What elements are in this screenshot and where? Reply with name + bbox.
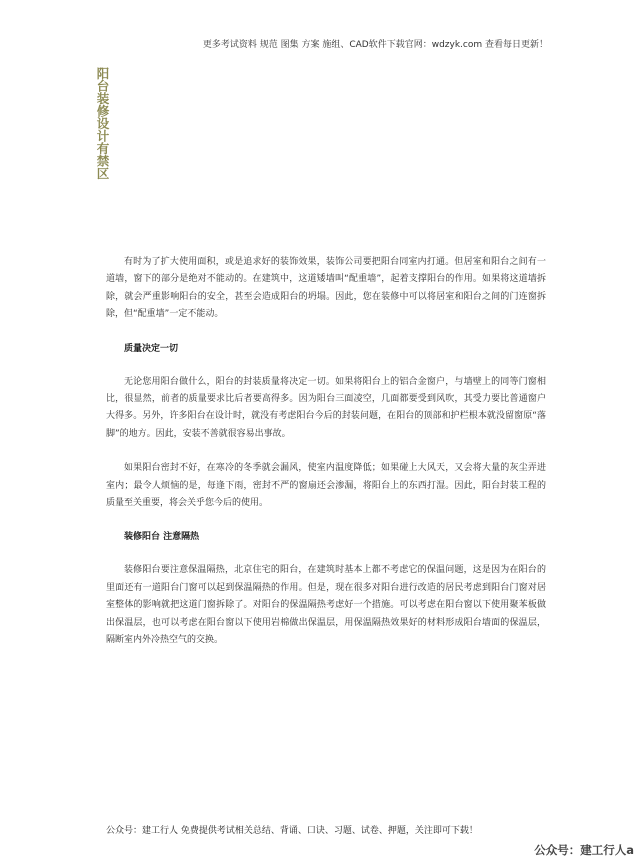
paragraph-1: 有时为了扩大使用面积，或是追求好的装饰效果，装饰公司要把阳台同室内打通。但居室和阳台之间有一道墙，窗下的部分是绝对不能动的。在建筑中，这道矮墙叫“配重墙”，起着支撑阳台的作用。如果将这道墙拆除，就会严重影响阳台的安全，甚至会造成阳台的坍塌。因此，您在装修中可以将居室和阳台之间的门连窗拆除，但“配重墙”一定不能动。 bbox=[106, 257, 546, 320]
section-heading-quality: 质量决定一切 bbox=[124, 343, 179, 354]
article-body bbox=[106, 254, 546, 667]
watermark: 公众号：建工行人a bbox=[534, 843, 634, 857]
paragraph-4: 装修阳台要注意保温隔热，北京住宅的阳台，在建筑时基本上都不考虑它的保温问题，这是因为在阳台的里面还有一道阳台门窗可以起到保温隔热的作用。但是，现在很多对阳台进行改造的居民考虑到阳台门窗对居室整体的影响就把这道门窗拆除了。对阳台的保温隔热考虑好一个措施。可以考虑在阳台窗以下使用聚苯板做出保温层，也可以考虑在阳台窗以下使用岩棉做出保温层，用保温隔热效果好的材料形成阳台墙面的保温层，隔断室内外冷热空气的交换。 bbox=[106, 565, 546, 646]
vertical-title: 阳台装修设计有禁区 bbox=[95, 67, 110, 180]
section-heading-insulation: 装修阳台 注意隔热 bbox=[124, 532, 200, 543]
page-header: 更多考试资料 规范 图集 方案 施组、CAD软件下载官网：wdzyk.com 查看每日更新！ bbox=[202, 40, 548, 50]
page-footer: 公众号：建工行人 免费提供考试相关总结、背诵、口诀、习题、试卷、押题，关注即可下载！ bbox=[106, 826, 478, 836]
paragraph-3: 如果阳台密封不好，在寒冷的冬季就会漏风，使室内温度降低；如果碰上大风天，又会将大量的灰尘弄进室内；最令人烦恼的是，每逢下雨，密封不严的窗扇还会渗漏，将阳台上的东西打湿。因此，阳台封装工程的质量至关重要，将会关乎您今后的使用。 bbox=[106, 463, 546, 509]
paragraph-2: 无论您用阳台做什么，阳台的封装质量将决定一切。如果将阳台上的铝合金窗户，与墙壁上的同等门窗相比，很显然，前者的质量要求比后者要高得多。因为阳台三面凌空，几面都要受到风吹，其受力要比普通窗户大得多。另外，许多阳台在设计时，就没有考虑阳台今后的封装问题，在阳台的顶部和护栏根本就没留窗原“落脚”的地方。因此，安装不善就很容易出事故。 bbox=[106, 376, 546, 439]
